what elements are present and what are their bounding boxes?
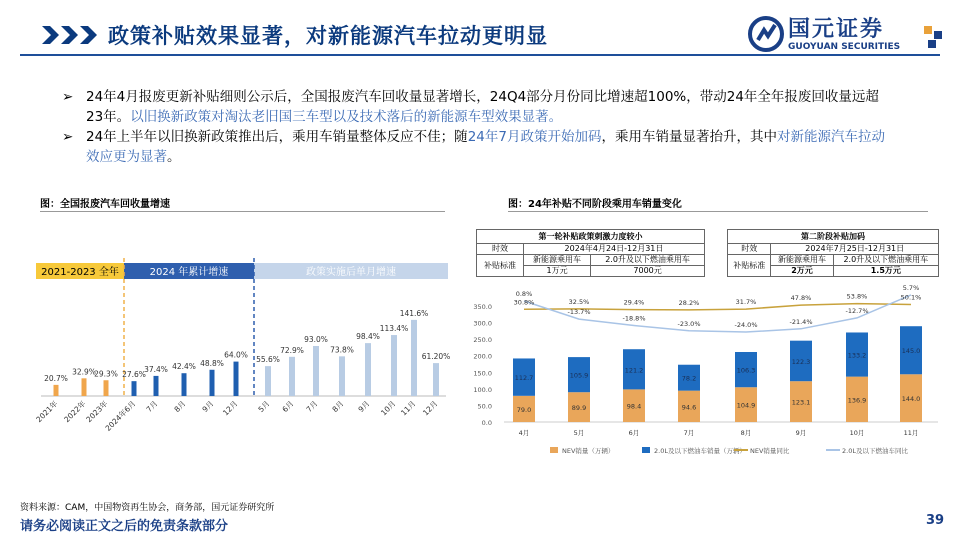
- bar-value-label: 37.4%: [144, 364, 168, 374]
- bar-value-label: 113.4%: [379, 324, 409, 334]
- bullet-highlight: 以旧换新政策对淘汰老旧国三车型以及技术落后的新能源车型效果显著。: [130, 109, 563, 125]
- right-chart-caption: 图：24年补贴不同阶段乘用车销量变化: [508, 199, 682, 210]
- x-tick-label: 2024年6月: [103, 399, 138, 433]
- logo-text-cn: 国元证券: [788, 17, 885, 42]
- page-number: 39: [926, 513, 945, 528]
- bullet-marker-icon: ➢: [62, 129, 74, 145]
- bar: [289, 357, 295, 396]
- table2-val2: 1.5万元: [833, 266, 938, 277]
- x-tick-label: 2021年: [34, 399, 60, 425]
- y-tick-label: 300.0: [473, 319, 492, 328]
- x-tick-label: 4月: [518, 429, 530, 437]
- nev-yoy-label: 47.8%: [790, 294, 812, 303]
- logo-flag-icon: [924, 26, 944, 54]
- page-title: 政策补贴效果显著，对新能源汽车拉动更明显: [108, 24, 548, 48]
- table2-col2: 2.0升及以下燃油乘用车: [833, 255, 938, 266]
- ice-bar-label: 121.2: [624, 366, 644, 375]
- bullet-span: 24年4月报废更新补贴细则公示后，全国报废汽车回收量显著增长，24Q4部分月份同比增速超100%，带动24年全年报废回收量远超23年。: [86, 89, 879, 125]
- bar-value-label: 93.0%: [304, 335, 328, 345]
- phase-label: 政策实施后单月增速: [306, 267, 396, 278]
- x-tick-label: 10月: [378, 399, 398, 418]
- bar: [54, 385, 59, 396]
- nev-yoy-label: 28.2%: [678, 298, 700, 307]
- ice-bar-label: 145.0: [901, 347, 921, 356]
- bar: [82, 378, 87, 396]
- table1-time-value: 2024年4月24日-12月31日: [523, 244, 704, 255]
- ice-bar-label: 122.3: [791, 357, 811, 366]
- nev-yoy-label: 29.4%: [623, 298, 645, 307]
- x-tick-label: 11月: [398, 399, 418, 418]
- table2-time-label: 时效: [728, 244, 771, 255]
- bar: [365, 343, 371, 396]
- table1-val2: 7000元: [591, 266, 705, 277]
- nev-bar-label: 104.9: [736, 401, 756, 410]
- bar-value-label: 72.9%: [280, 345, 304, 355]
- y-tick-label: 100.0: [473, 385, 492, 394]
- bullet-highlight: 24年7月政策开始加码: [467, 129, 602, 145]
- bar-value-label: 55.6%: [256, 355, 280, 365]
- x-tick-label: 11月: [903, 429, 919, 437]
- bar: [104, 380, 109, 396]
- ice-bar-label: 112.7: [514, 374, 534, 383]
- bar: [234, 362, 239, 396]
- table1-col2: 2.0升及以下燃油乘用车: [591, 255, 705, 266]
- disclaimer: 请务必阅读正文之后的免责条款部分: [20, 519, 229, 534]
- bullet-highlight: 对新能源汽车拉动效应更为显著: [86, 129, 885, 165]
- nev-bar-label: 79.0: [516, 405, 532, 414]
- nev-yoy-label: 32.5%: [568, 297, 590, 306]
- company-logo: [748, 12, 944, 58]
- table1-title: 第一轮补贴政策刺激力度较小: [477, 230, 705, 244]
- ice-yoy-label: -13.7%: [567, 308, 591, 317]
- table1-col1: 新能源乘用车: [523, 255, 590, 266]
- bar: [265, 366, 271, 396]
- bullet-span: 24年上半年以旧换新政策推出后，乘用车销量整体反应不佳；随: [86, 129, 468, 145]
- table2-std-label: 补贴标准: [728, 255, 771, 277]
- bar-value-label: 61.20%: [421, 352, 451, 362]
- x-tick-label: 6月: [280, 399, 296, 415]
- x-tick-label: 9月: [200, 399, 216, 415]
- phase-label: 2021-2023 全年: [41, 267, 119, 278]
- legend-swatch: [642, 447, 650, 453]
- ice-yoy-label: -18.8%: [622, 314, 646, 323]
- table1-val1: 1万元: [523, 266, 590, 277]
- x-tick-label: 5月: [256, 399, 272, 415]
- ice-yoy-label: -24.0%: [734, 321, 758, 329]
- legend-label: 2.0L及以下燃油车同比: [842, 447, 908, 455]
- nev-bar-label: 144.0: [901, 395, 921, 404]
- x-tick-label: 2023年: [84, 399, 110, 425]
- bullet-marker-icon: ➢: [62, 89, 74, 105]
- passenger-car-sales-chart: [470, 283, 945, 460]
- bar-value-label: 141.6%: [399, 308, 429, 318]
- x-tick-label: 6月: [628, 429, 640, 437]
- bar-value-label: 32.9%: [72, 367, 96, 377]
- bar: [182, 373, 187, 396]
- x-tick-label: 7月: [683, 429, 695, 437]
- nev-bar-label: 136.9: [847, 396, 867, 405]
- bar-value-label: 42.4%: [172, 362, 196, 372]
- bullet-span: ，乘用车销量显著抬升，其中: [601, 129, 777, 145]
- ice-bar-label: 133.2: [847, 351, 867, 360]
- y-tick-label: 50.0: [477, 402, 492, 411]
- bar-value-label: 48.8%: [200, 358, 224, 368]
- x-tick-label: 5月: [573, 429, 585, 437]
- nev-yoy-label: 30.8%: [513, 298, 535, 307]
- nev-yoy-label: 50.1%: [900, 293, 922, 302]
- ice-yoy-label: -21.4%: [789, 317, 813, 326]
- ice-bar-label: 105.9: [569, 371, 589, 380]
- table2-col1: 新能源乘用车: [771, 255, 833, 266]
- legend-label: NEV销量（万辆）: [562, 447, 615, 455]
- nev-yoy-label: 31.7%: [735, 298, 757, 307]
- left-caption-rule: [40, 211, 445, 212]
- x-tick-label: 10月: [849, 429, 865, 437]
- nev-bar-label: 98.4: [626, 402, 642, 411]
- nev-bar-label: 94.6: [681, 403, 697, 412]
- y-tick-label: 250.0: [473, 336, 492, 345]
- ice-bar-label: 78.2: [681, 374, 697, 383]
- x-tick-label: 9月: [795, 429, 807, 437]
- bar-value-label: 73.8%: [330, 345, 354, 355]
- bar-value-label: 98.4%: [356, 332, 380, 342]
- bar-value-label: 64.0%: [224, 350, 248, 360]
- logo-text-en: GUOYUAN SECURITIES: [788, 42, 901, 52]
- x-tick-label: 8月: [740, 429, 752, 437]
- bar-value-label: 20.7%: [44, 373, 68, 383]
- bullet-span: 。: [167, 149, 181, 165]
- scrap-recycling-growth-chart: [34, 258, 451, 438]
- legend-label: NEV销量同比: [750, 447, 790, 455]
- bar: [411, 320, 417, 396]
- table1-time-label: 时效: [477, 244, 524, 255]
- ice-yoy-label: 0.8%: [515, 290, 533, 298]
- y-tick-label: 0.0: [481, 419, 492, 427]
- ice-bar-label: 106.3: [736, 366, 756, 375]
- policy-table-round1: [476, 229, 705, 277]
- table2-time-value: 2024年7月25日-12月31日: [771, 244, 939, 255]
- ice-yoy-label: -23.0%: [677, 319, 701, 328]
- source-note: 资料来源：CAM，中国物资再生协会，商务部，国元证券研究所: [20, 503, 275, 513]
- bar: [391, 335, 397, 396]
- y-tick-label: 150.0: [473, 369, 492, 378]
- nev-bar-label: 123.1: [791, 398, 811, 407]
- nev-yoy-label: 53.8%: [846, 292, 868, 301]
- bar: [339, 356, 345, 396]
- bar: [433, 363, 439, 396]
- x-tick-label: 8月: [172, 399, 188, 415]
- nev-bar-label: 89.9: [571, 404, 587, 413]
- x-tick-label: 2022年: [62, 399, 88, 425]
- bar: [210, 370, 215, 396]
- ice-yoy-label: 5.7%: [902, 283, 920, 292]
- logo-emblem-icon: [748, 14, 784, 54]
- x-tick-label: 7月: [144, 399, 160, 415]
- x-tick-label: 8月: [330, 399, 346, 415]
- ice-yoy-label: -12.7%: [845, 306, 869, 315]
- x-tick-label: 7月: [304, 399, 320, 415]
- left-chart-caption: 图：全国报废汽车回收量增速: [40, 199, 170, 210]
- header-arrows-icon: [42, 24, 100, 46]
- legend-label: 2.0L及以下燃油车销量（万辆）: [654, 447, 746, 455]
- table2-val1: 2万元: [771, 266, 833, 277]
- bullet-text: [86, 127, 886, 167]
- bar: [154, 376, 159, 396]
- x-tick-label: 9月: [356, 399, 372, 415]
- bar-value-label: 27.6%: [122, 370, 146, 380]
- y-tick-label: 200.0: [473, 352, 492, 361]
- bar: [132, 381, 137, 396]
- right-caption-rule: [508, 211, 928, 212]
- x-tick-label: 12月: [220, 399, 240, 418]
- y-tick-label: 350.0: [473, 303, 492, 311]
- bar-value-label: 29.3%: [94, 369, 118, 379]
- phase-label: 2024 年累计增速: [149, 267, 229, 278]
- table1-std-label: 补贴标准: [477, 255, 524, 277]
- bar: [313, 346, 319, 396]
- policy-table-round2: [727, 229, 939, 277]
- x-tick-label: 12月: [420, 399, 440, 418]
- table2-title: 第二阶段补贴加码: [728, 230, 939, 244]
- legend-swatch: [550, 447, 558, 453]
- bullet-text: [86, 87, 886, 127]
